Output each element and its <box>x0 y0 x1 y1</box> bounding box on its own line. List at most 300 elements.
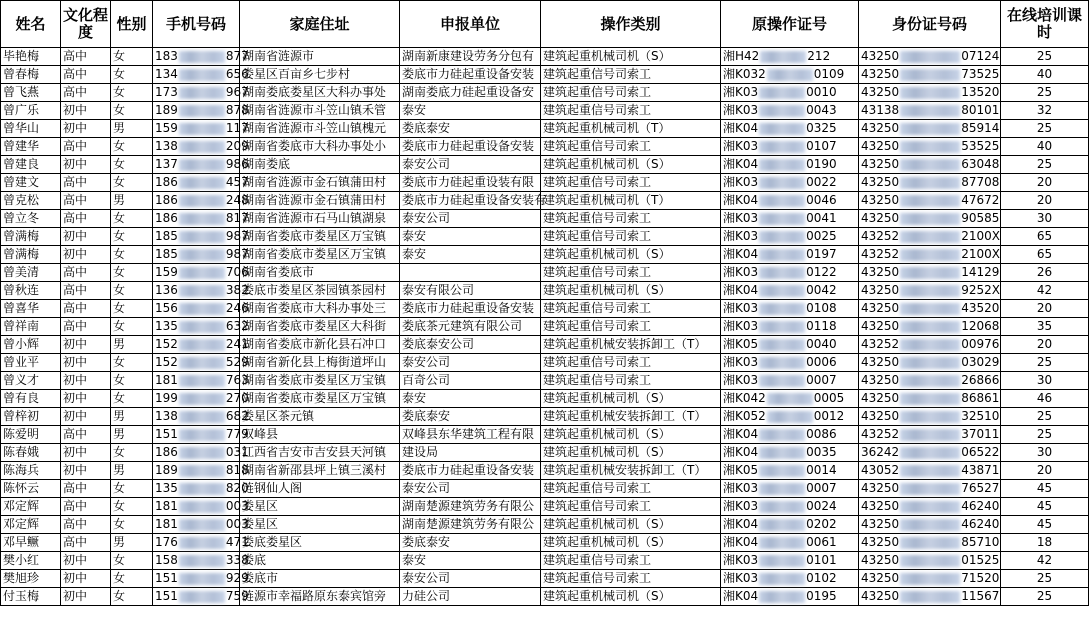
cell-address: 湖南省娄底市娄星区大科街 <box>240 318 400 336</box>
cell-id-suffix: 12068 <box>961 319 1000 333</box>
cell-unit: 娄底泰安公司 <box>400 336 541 354</box>
cell-cert-suffix: 0107 <box>806 139 837 153</box>
redaction-blur <box>179 51 225 63</box>
cell-id-prefix: 43250 <box>861 589 900 603</box>
cell-education: 高中 <box>61 300 111 318</box>
redaction-blur <box>759 519 805 531</box>
cell-hours: 42 <box>1001 552 1089 570</box>
cell-id-prefix: 43250 <box>861 373 900 387</box>
cell-id <box>859 282 1001 300</box>
cell-category: 建筑起重机械安装拆卸工（T） <box>541 408 721 426</box>
cell-category: 建筑起重信号司索工 <box>541 102 721 120</box>
cell-id-prefix: 43250 <box>861 571 900 585</box>
cell-address: 湖南省娄底市 <box>240 264 400 282</box>
cell-address: 湖南省涟源市斗笠山镇槐元 <box>240 120 400 138</box>
redaction-blur <box>179 105 225 117</box>
cell-address: 娄底 <box>240 552 400 570</box>
cell-unit: 泰安公司 <box>400 354 541 372</box>
redaction-blur <box>900 123 960 135</box>
redaction-blur <box>759 357 805 369</box>
cell-phone <box>153 228 249 246</box>
cell-category: 建筑起重机械司机（S） <box>541 48 721 66</box>
cell-phone-prefix: 136 <box>155 283 178 297</box>
cell-id <box>859 570 1001 588</box>
cell-education: 初中 <box>61 390 111 408</box>
cell-phone <box>153 444 249 462</box>
cell-phone-suffix: 241 <box>225 337 249 351</box>
cell-cert-prefix: 湘K04 <box>723 283 759 297</box>
cell-phone-prefix: 135 <box>155 481 178 495</box>
cell-cert-suffix: 0190 <box>806 157 837 171</box>
cell-id-suffix: 76527 <box>961 481 1000 495</box>
cell-phone-prefix: 181 <box>155 499 178 513</box>
table-row <box>1 336 1089 354</box>
redaction-blur <box>759 537 805 549</box>
cell-cert-suffix: 0005 <box>813 391 845 405</box>
cell-education: 高中 <box>61 426 111 444</box>
table-row <box>1 408 1089 426</box>
cell-address: 湖南省娄底市大科办事处小 <box>240 138 400 156</box>
cell-phone-prefix: 186 <box>155 211 178 225</box>
cell-hours: 20 <box>1001 192 1089 210</box>
header-hours: 在线培训课时 <box>1001 1 1089 48</box>
table-row <box>1 102 1089 120</box>
cell-cert-suffix: 0040 <box>806 337 837 351</box>
redaction-blur <box>759 249 805 261</box>
cell-category: 建筑起重信号司索工 <box>541 498 721 516</box>
redaction-blur <box>179 303 225 315</box>
cell-phone-prefix: 151 <box>155 427 178 441</box>
cell-unit: 娄底市力硅起重设装有限 <box>400 174 541 192</box>
cell-hours: 20 <box>1001 462 1089 480</box>
cell-name: 邓定辉 <box>1 498 61 516</box>
cell-cert-prefix: 湘K03 <box>723 319 759 333</box>
cell-cert-suffix: 0041 <box>806 211 837 225</box>
cell-address: 娄底市娄星区茶园镇茶园村 <box>240 282 400 300</box>
cell-cert-suffix: 0325 <box>806 121 837 135</box>
cell-phone-suffix: 987 <box>225 229 249 243</box>
cell-phone-prefix: 186 <box>155 175 178 189</box>
cell-cert-suffix: 212 <box>807 49 831 63</box>
cell-cert <box>721 372 859 390</box>
redaction-blur <box>179 159 225 171</box>
cell-phone-suffix: 246 <box>225 301 249 315</box>
cell-cert-suffix: 0012 <box>813 409 845 423</box>
redaction-blur <box>900 321 960 333</box>
redaction-blur <box>179 591 225 603</box>
cell-category: 建筑起重机械司机（S） <box>541 516 721 534</box>
redaction-blur <box>900 375 960 387</box>
table-row <box>1 354 1089 372</box>
cell-cert-suffix: 0195 <box>806 589 837 603</box>
cell-category: 建筑起重信号司索工 <box>541 318 721 336</box>
cell-cert-prefix: 湘K03 <box>723 355 759 369</box>
cell-sex: 男 <box>111 426 153 444</box>
cell-id-suffix: 9252X <box>961 283 1000 297</box>
table-row <box>1 48 1089 66</box>
cell-phone <box>153 120 249 138</box>
cell-phone-suffix: 003 <box>225 517 249 531</box>
cell-phone-prefix: 185 <box>155 247 178 261</box>
cell-phone-prefix: 199 <box>155 391 178 405</box>
cell-id-suffix: 26866 <box>961 373 1000 387</box>
cell-id-prefix: 43250 <box>861 139 900 153</box>
cell-phone-suffix: 003 <box>225 499 249 513</box>
table-row <box>1 138 1089 156</box>
cell-hours: 40 <box>1001 138 1089 156</box>
cell-cert <box>721 192 859 210</box>
cell-cert-suffix: 0118 <box>806 319 837 333</box>
table-row <box>1 426 1089 444</box>
redaction-blur <box>900 537 960 549</box>
cell-hours: 65 <box>1001 246 1089 264</box>
cell-id-suffix: 53525 <box>961 139 1000 153</box>
cell-sex: 男 <box>111 534 153 552</box>
cell-cert-prefix: 湘K042 <box>723 391 766 405</box>
cell-unit: 泰安 <box>400 102 541 120</box>
table-row <box>1 120 1089 138</box>
cell-sex: 男 <box>111 336 153 354</box>
cell-address: 湖南省涟源市 <box>240 48 400 66</box>
cell-phone-prefix: 152 <box>155 337 178 351</box>
cell-name: 邓早鳜 <box>1 534 61 552</box>
cell-cert <box>721 318 859 336</box>
cell-cert-prefix: 湘K03 <box>723 499 759 513</box>
cell-address: 湖南省娄底市娄星区万宝镇 <box>240 372 400 390</box>
cell-cert <box>721 354 859 372</box>
table-row <box>1 66 1089 84</box>
cell-id-suffix: 07124 <box>961 49 1000 63</box>
cell-id <box>859 228 1001 246</box>
cell-hours: 32 <box>1001 102 1089 120</box>
cell-education: 高中 <box>61 318 111 336</box>
cell-id <box>859 462 1001 480</box>
cell-unit: 湖南楚源建筑劳务有限公 <box>400 516 541 534</box>
redaction-blur <box>900 177 960 189</box>
cell-cert <box>721 84 859 102</box>
table-row <box>1 588 1089 606</box>
cell-education: 高中 <box>61 480 111 498</box>
redaction-blur <box>759 159 805 171</box>
cell-unit: 泰安有限公司 <box>400 282 541 300</box>
header-id: 身份证号码 <box>859 1 1001 48</box>
redaction-blur <box>179 573 225 585</box>
cell-phone <box>153 84 249 102</box>
cell-cert-prefix: 湘K03 <box>723 571 759 585</box>
cell-id-suffix: 63048 <box>961 157 1000 171</box>
cell-id <box>859 246 1001 264</box>
cell-cert-suffix: 0061 <box>806 535 837 549</box>
cell-hours: 30 <box>1001 210 1089 228</box>
cell-phone-suffix: 656 <box>225 67 249 81</box>
cell-id-suffix: 43871 <box>961 463 1000 477</box>
redaction-blur <box>900 105 960 117</box>
cell-cert <box>721 228 859 246</box>
cell-unit: 娄底市力硅起重设备安装 <box>400 138 541 156</box>
cell-hours: 25 <box>1001 588 1089 606</box>
table-row <box>1 390 1089 408</box>
cell-cert-prefix: 湘K03 <box>723 265 759 279</box>
cell-id <box>859 264 1001 282</box>
cell-cert-prefix: 湘K052 <box>723 409 766 423</box>
cell-unit: 娄底市力硅起重设备安装 <box>400 462 541 480</box>
cell-category: 建筑起重机械司机（S） <box>541 390 721 408</box>
cell-phone-prefix: 181 <box>155 373 178 387</box>
cell-phone-prefix: 151 <box>155 589 178 603</box>
cell-phone-prefix: 181 <box>155 517 178 531</box>
cell-phone-suffix: 779 <box>225 427 249 441</box>
cell-category: 建筑起重机械司机（S） <box>541 156 721 174</box>
cell-cert-suffix: 0007 <box>806 481 837 495</box>
cell-education: 高中 <box>61 84 111 102</box>
cell-address: 湖南省娄底市娄星区万宝镇 <box>240 246 400 264</box>
cell-cert-prefix: 湘K03 <box>723 103 759 117</box>
redaction-blur <box>900 591 960 603</box>
cell-cert <box>721 408 859 426</box>
cell-address: 双峰县 <box>240 426 400 444</box>
cell-id-suffix: 14129 <box>961 265 1000 279</box>
header-education: 文化程度 <box>61 1 111 48</box>
cell-sex: 男 <box>111 192 153 210</box>
redaction-blur <box>900 429 960 441</box>
cell-category: 建筑起重信号司索工 <box>541 552 721 570</box>
cell-address: 涟钢仙人阁 <box>240 480 400 498</box>
cell-sex: 女 <box>111 516 153 534</box>
cell-id-suffix: 47672 <box>961 193 1000 207</box>
cell-cert-prefix: 湘K04 <box>723 247 759 261</box>
cell-cert-prefix: 湘K03 <box>723 481 759 495</box>
cell-unit: 泰安公司 <box>400 480 541 498</box>
cell-unit: 双峰县东华建筑工程有限 <box>400 426 541 444</box>
cell-phone <box>153 336 249 354</box>
cell-phone-suffix: 759 <box>225 589 249 603</box>
cell-name: 曾喜华 <box>1 300 61 318</box>
cell-phone <box>153 408 249 426</box>
cell-education: 初中 <box>61 120 111 138</box>
cell-hours: 25 <box>1001 48 1089 66</box>
redaction-blur <box>900 519 960 531</box>
redaction-blur <box>900 465 960 477</box>
cell-education: 高中 <box>61 48 111 66</box>
cell-phone-suffix: 471 <box>225 535 249 549</box>
cell-hours: 25 <box>1001 570 1089 588</box>
cell-phone-suffix: 817 <box>225 211 249 225</box>
redaction-blur <box>179 501 225 513</box>
cell-id-suffix: 46240 <box>961 517 1000 531</box>
cell-phone-suffix: 987 <box>225 247 249 261</box>
cell-category: 建筑起重机械司机（S） <box>541 246 721 264</box>
cell-education: 初中 <box>61 462 111 480</box>
cell-sex: 女 <box>111 480 153 498</box>
redaction-blur <box>759 429 805 441</box>
cell-name: 曾祥南 <box>1 318 61 336</box>
cell-name: 毕艳梅 <box>1 48 61 66</box>
cell-address: 娄星区 <box>240 498 400 516</box>
redaction-blur <box>179 411 225 423</box>
cell-education: 初中 <box>61 156 111 174</box>
cell-id-prefix: 43252 <box>861 247 900 261</box>
cell-unit: 娄底泰安 <box>400 120 541 138</box>
cell-category: 建筑起重机械司机（T） <box>541 192 721 210</box>
cell-phone <box>153 516 249 534</box>
cell-id-prefix: 43250 <box>861 391 900 405</box>
cell-id <box>859 516 1001 534</box>
cell-cert-prefix: 湘K04 <box>723 517 759 531</box>
cell-sex: 女 <box>111 318 153 336</box>
cell-cert-prefix: 湘K05 <box>723 463 759 477</box>
table-row <box>1 228 1089 246</box>
cell-id <box>859 552 1001 570</box>
cell-id <box>859 498 1001 516</box>
cell-cert-suffix: 0197 <box>806 247 837 261</box>
cell-hours: 45 <box>1001 498 1089 516</box>
cell-address: 湖南娄底娄星区大科办事处 <box>240 84 400 102</box>
cell-id-suffix: 43520 <box>961 301 1000 315</box>
cell-phone-prefix: 138 <box>155 139 178 153</box>
cell-unit: 娄底泰安 <box>400 408 541 426</box>
cell-hours: 65 <box>1001 228 1089 246</box>
cell-name: 邓定辉 <box>1 516 61 534</box>
cell-id <box>859 588 1001 606</box>
cell-cert-suffix: 0042 <box>806 283 837 297</box>
cell-hours: 20 <box>1001 174 1089 192</box>
cell-id-prefix: 43250 <box>861 211 900 225</box>
cell-category: 建筑起重信号司索工 <box>541 138 721 156</box>
cell-sex: 女 <box>111 570 153 588</box>
cell-category: 建筑起重信号司索工 <box>541 210 721 228</box>
cell-cert-prefix: 湘K03 <box>723 373 759 387</box>
cell-cert <box>721 120 859 138</box>
cell-unit: 娄底市力硅起重设备安装有 <box>400 192 541 210</box>
cell-phone <box>153 264 249 282</box>
cell-id <box>859 156 1001 174</box>
cell-id-prefix: 43252 <box>861 229 900 243</box>
cell-name: 曾秋连 <box>1 282 61 300</box>
redaction-blur <box>767 69 813 81</box>
cell-id-prefix: 43250 <box>861 67 900 81</box>
cell-cert-prefix: 湘K04 <box>723 589 759 603</box>
cell-phone <box>153 210 249 228</box>
cell-category: 建筑起重信号司索工 <box>541 372 721 390</box>
cell-phone <box>153 570 249 588</box>
cell-id-prefix: 43250 <box>861 517 900 531</box>
cell-phone <box>153 498 249 516</box>
cell-id <box>859 102 1001 120</box>
redaction-blur <box>759 105 805 117</box>
table-row <box>1 192 1089 210</box>
redaction-blur <box>179 339 225 351</box>
table-row <box>1 444 1089 462</box>
cell-hours: 18 <box>1001 534 1089 552</box>
cell-sex: 女 <box>111 588 153 606</box>
cell-id-prefix: 43250 <box>861 193 900 207</box>
cell-unit: 泰安公司 <box>400 210 541 228</box>
redaction-blur <box>900 573 960 585</box>
cell-id <box>859 408 1001 426</box>
redaction-blur <box>759 267 805 279</box>
cell-phone-prefix: 152 <box>155 355 178 369</box>
cell-id-suffix: 85914 <box>961 121 1000 135</box>
cell-phone <box>153 192 249 210</box>
cell-cert <box>721 300 859 318</box>
cell-cert-suffix: 0006 <box>806 355 837 369</box>
redaction-blur <box>900 555 960 567</box>
header-cert: 原操作证号 <box>721 1 859 48</box>
redaction-blur <box>759 321 805 333</box>
cell-phone-suffix: 529 <box>225 355 249 369</box>
cell-sex: 女 <box>111 156 153 174</box>
cell-cert-suffix: 0108 <box>806 301 837 315</box>
redaction-blur <box>759 573 805 585</box>
cell-sex: 女 <box>111 264 153 282</box>
cell-id-suffix: 32510 <box>961 409 1000 423</box>
cell-id-prefix: 43252 <box>861 337 900 351</box>
cell-phone-prefix: 135 <box>155 319 178 333</box>
cell-address: 娄星区 <box>240 516 400 534</box>
redaction-blur <box>179 141 225 153</box>
cell-unit: 泰安 <box>400 246 541 264</box>
cell-unit: 建设局 <box>400 444 541 462</box>
cell-cert-suffix: 0010 <box>806 85 837 99</box>
cell-address: 湖南省新邵县坪上镇三溪村 <box>240 462 400 480</box>
redaction-blur <box>179 267 225 279</box>
redaction-blur <box>179 249 225 261</box>
cell-education: 高中 <box>61 516 111 534</box>
cell-phone-suffix: 763 <box>225 373 249 387</box>
cell-id <box>859 84 1001 102</box>
redaction-blur <box>900 51 960 63</box>
cell-cert <box>721 336 859 354</box>
header-address: 家庭住址 <box>240 1 400 48</box>
cell-sex: 女 <box>111 138 153 156</box>
cell-phone <box>153 174 249 192</box>
cell-phone <box>153 426 249 444</box>
redaction-blur <box>759 87 805 99</box>
cell-cert <box>721 390 859 408</box>
cell-cert <box>721 552 859 570</box>
cell-address: 湖南省涟源市斗笠山镇禾管 <box>240 102 400 120</box>
redaction-blur <box>759 591 805 603</box>
cell-hours: 30 <box>1001 372 1089 390</box>
cell-education: 初中 <box>61 408 111 426</box>
redaction-blur <box>759 177 805 189</box>
cell-phone-suffix: 682 <box>225 409 249 423</box>
cell-phone-suffix: 031 <box>225 445 249 459</box>
cell-cert <box>721 480 859 498</box>
cell-name: 曾满梅 <box>1 228 61 246</box>
cell-phone-prefix: 183 <box>155 49 178 63</box>
cell-unit: 娄底市力硅起重设备安装 <box>400 300 541 318</box>
redaction-blur <box>179 87 225 99</box>
cell-id-prefix: 43250 <box>861 409 900 423</box>
cell-sex: 女 <box>111 390 153 408</box>
cell-id-prefix: 43250 <box>861 283 900 297</box>
cell-phone-suffix: 929 <box>225 571 249 585</box>
cell-cert-suffix: 0022 <box>806 175 837 189</box>
cell-unit: 泰安 <box>400 390 541 408</box>
redaction-blur <box>759 339 805 351</box>
redaction-blur <box>179 357 225 369</box>
redaction-blur <box>900 267 960 279</box>
redaction-blur <box>759 213 805 225</box>
cell-address: 湖南省涟源市石马山镇湖泉 <box>240 210 400 228</box>
cell-address: 湖南省新化县上梅街道坪山 <box>240 354 400 372</box>
redaction-blur <box>900 69 960 81</box>
cell-education: 高中 <box>61 534 111 552</box>
cell-education: 初中 <box>61 102 111 120</box>
cell-phone <box>153 318 249 336</box>
cell-education: 初中 <box>61 372 111 390</box>
